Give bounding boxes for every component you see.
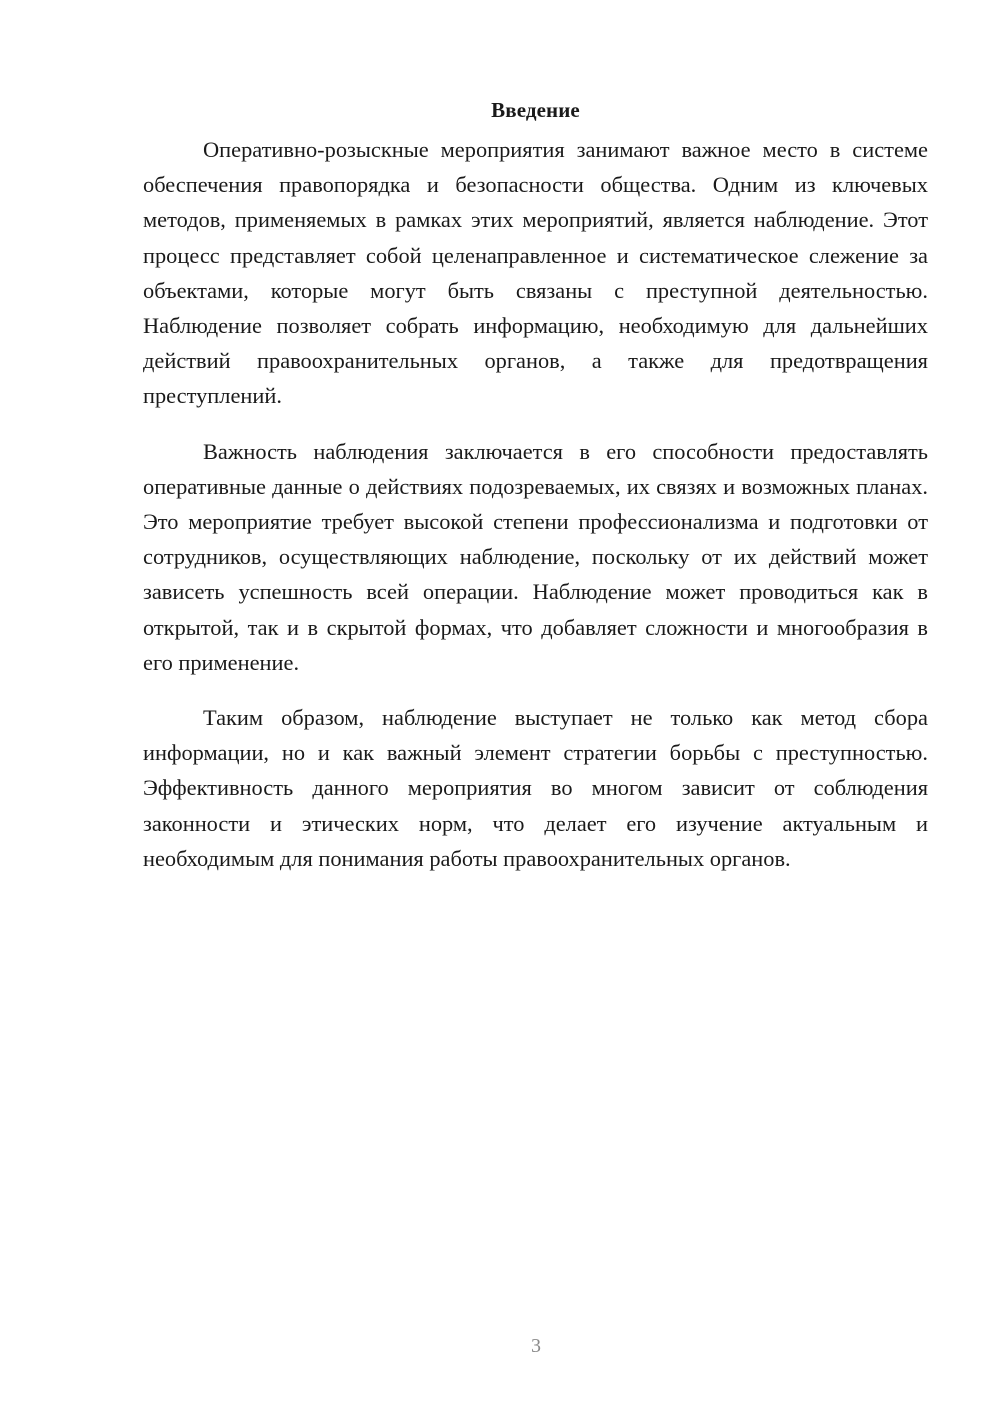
paragraph-2: Важность наблюдения заключается в его способности предоставлять оперативные данные о действиях подозреваемых, их связях и возможных планах. Это мероприятие требует высокой степени профессионализма и подготовки от сотрудников, осуществляющих наблюдение, поскольку от их действий может зависеть успешность всей операции. Наблюдение может проводиться как в открытой, так и в скрытой формах, что добавляет сложности и многообразия в его применение. [143,438,928,675]
paragraph-1: Оперативно-розыскные мероприятия занимают важное место в системе обеспечения правопорядка и безопасности общества. Одним из ключевых методов, применяемых в рамках этих мероприятий, является наблюдение. Этот процесс представляет собой целенаправленное и систематическое слежение за объектами, которые могут быть связаны с преступной деятельностью. Наблюдение позволяет собрать информацию, необходимую для дальнейших действий правоохранительных органов, а также для предотвращения преступлений. [143,137,928,409]
section-title: Введение [491,98,580,122]
page-number: 3 [531,1335,541,1357]
document-body [143,95,928,896]
paragraph-3: Таким образом, наблюдение выступает не только как метод сбора информации, но и как важный элемент стратегии борьбы с преступностью. Эффективность данного мероприятия во многом зависит от соблюдения законности и этических норм, что делает его изучение актуальным и необходимым для понимания работы правоохранительных органов. [143,705,928,871]
